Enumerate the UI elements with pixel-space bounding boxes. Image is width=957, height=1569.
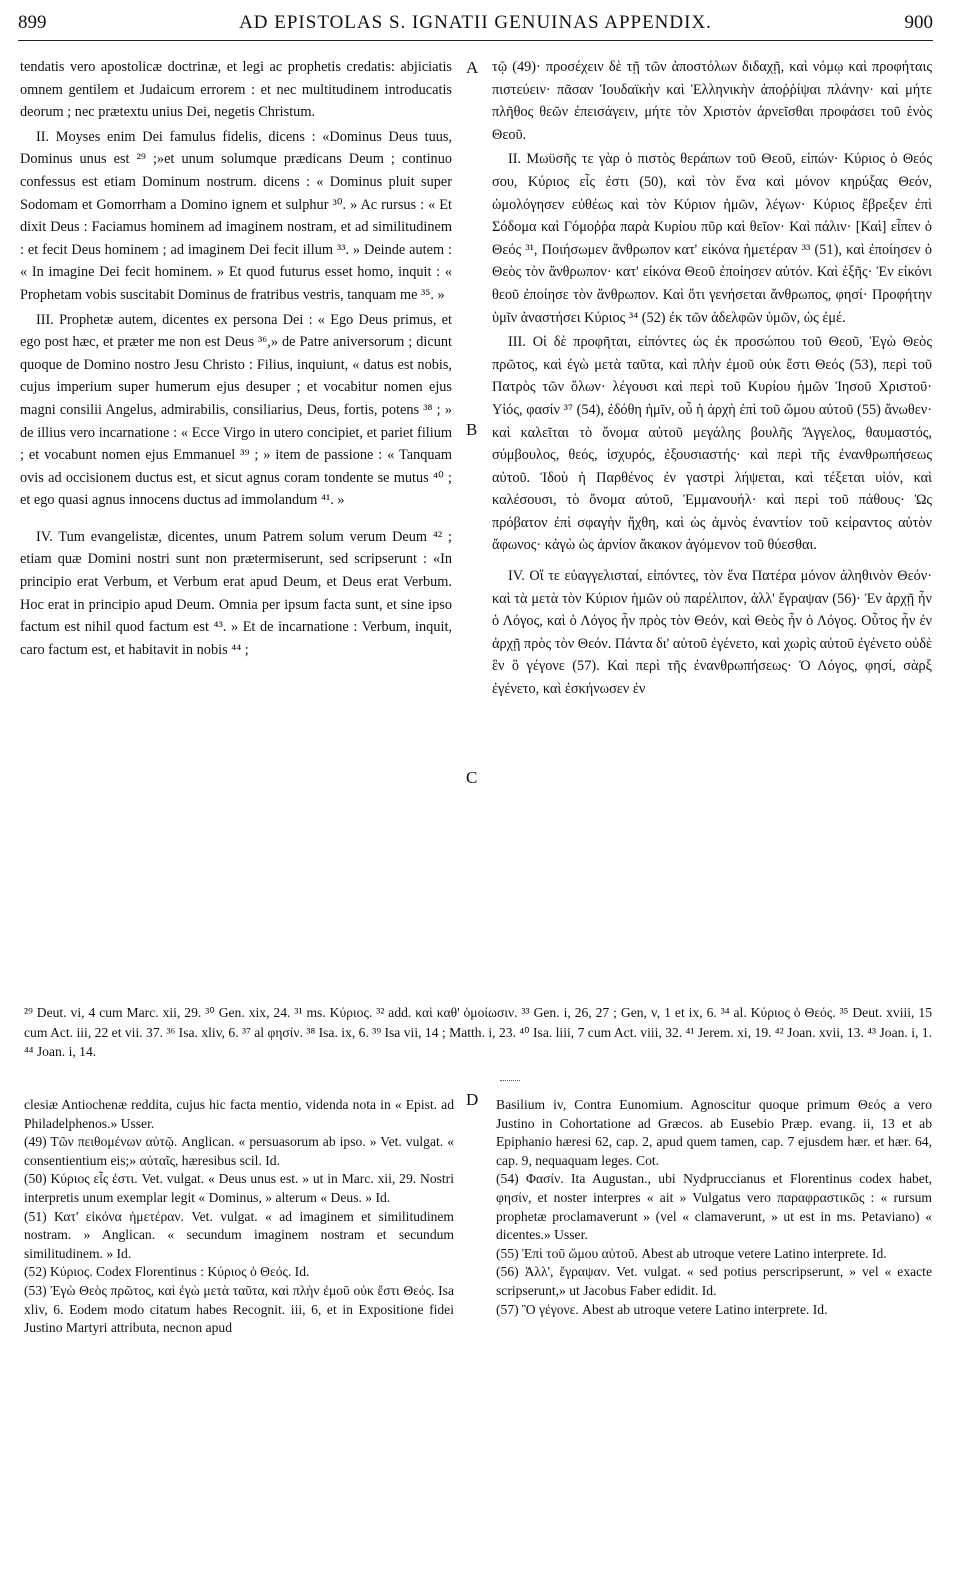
scripture-references: ²⁹ Deut. vi, 4 cum Marc. xii, 29. ³⁰ Gen. xix, 24. ³¹ ms. Κύριος. ³² add. καὶ καθ' ὁμοίωσιν. ³³ Gen. i, 26, 27 ; Gen, v, 1 et ix, 6. ³⁴ al. Κύριος ὁ Θεός. ³⁵ Deut. xviii, 15 cum Act. iii, 22 et vii. 37. ³⁶ Isa. xliv, 6. ³⁷ al φησίν. ³⁸ Isa. ix, 6. ³⁹ Isa vii, 14 ; Matth. i, 23. ⁴⁰ Isa. liii, 7 cum Act. viii, 32. ⁴¹ Jerem. xi, 19. ⁴² Joan. xvii, 13. ⁴³ Joan. i, 1. ⁴⁴ Joan. i, 14. [24,1005,932,1059]
greek-paragraph: II. Μωϋσῆς τε γὰρ ὁ πιστὸς θεράπων τοῦ Θεοῦ, εἰπών· Κύριος ὁ Θεός σου, Κύριος εἷς ἐστι (50), καὶ τὸν ἕνα καὶ μόνον κηρύξας Θεόν, ὡμολόγησεν εὐθέως καὶ τὸν Κύριον ἡμῶν, λέγων· Κύριος ἔβρεξεν ἐπὶ Σόδομα καὶ Γόμοῤῥα παρὰ Κυρίου πῦρ καὶ θεῖον· Καὶ πάλιν· [Καὶ] εἶπεν ὁ Θεός ³¹, Ποιήσωμεν ἄνθρωπον κατ' εἰκόνα ἡμετέραν ³³ (51), καὶ ἐποίησεν ὁ Θεὸς τὸν ἄνθρωπον· κατ' εἰκόνα Θεοῦ ἐποίησεν αὐτόν. Καὶ ἑξῆς· Ἐν εἰκόνι θεοῦ ἐποίησε τὸν ἄνθρωπον. Καὶ ὅτι γενήσεται ἄνθρωπος, φησί· Προφήτην ὑμῖν ἀναστήσει Κύριος ³⁴ (52) ἐκ τῶν ἀδελφῶν ὑμῶν, ὡς ἐμέ. [492,151,932,326]
notes-separator [500,1080,520,1081]
footnote: (55) Ἐπὶ τοῦ ὤμου αὐτοῦ. Abest ab utroque vetere Latino interprete. Id. [496,1245,887,1261]
footnote: (53) Ἐγὼ Θεὸς πρῶτος, καὶ ἐγὼ μετὰ ταῦτα, καὶ πλὴν ἐμοῦ οὐκ ἔστι Θεός. Isa xliv, 6. Eodem modo citatum habes Recognit. iii, 6, et in Expositione fidei Justino Martyri attributa, necnon apud [24,1282,454,1336]
footnote: (51) Κατ' εἰκόνα ἡμετέραν. Vet. vulgat. « ad imaginem et similitudinem nostram. » Anglican. « secundum imaginem nostram et secundum similitudinem. » Id. [24,1208,454,1261]
running-title: AD EPISTOLAS S. IGNATII GENUINAS APPENDIX. [239,12,712,33]
footnote: (57) Ὃ γέγονε. Abest ab utroque vetere Latino interprete. Id. [496,1301,828,1317]
footnote: (54) Φασίν. Ita Augustan., ubi Nydpruccianus et Florentinus codex habet, φησίν, et noster interpres « ait » Vulgatus vero παραφραστικῶς : « rursum prophetæ proclamaverunt » (vel « clamaverunt, » ut est in ms. Petaviano) « dicentes.» Usser. [496,1171,932,1243]
footnote: (56) Ἀλλ', ἔγραψαν. Vet. vulgat. « sed potius perscripserunt, » vel « exacte scripserunt,» ut Jacobus Faber edidit. Id. [496,1264,932,1298]
footnote: (52) Κύριος. Codex Florentinus : Κύριος ὁ Θεός. Id. [24,1264,310,1280]
running-header [18,12,933,38]
greek-column [492,56,932,996]
margin-marker-a: A [466,58,479,77]
footnote: (49) Τῶν πειθομένων αὐτῷ. Anglican. « persuasorum ab ipso. » Vet. vulgat. « consentientium eis;» αὐταῖς, hæresibus scil. Id. [24,1134,454,1168]
greek-paragraph: τῷ (49)· προσέχειν δὲ τῇ τῶν ἀποστόλων διδαχῇ, καὶ νόμῳ καὶ προφήταις πιστεύειν· πᾶσαν Ἰουδαϊκὴν καὶ Ἑλληνικὴν ἀποῤῥίψαι πλάνην· καὶ μήτε πλῆθος θεῶν ἐπεισάγειν, μήτε τὸν Χριστὸν ἀρνεῖσθαι προφάσει τοῦ ἑνὸς Θεοῦ. [492,59,932,143]
margin-marker-b: B [466,420,478,439]
page-number-left: 899 [18,12,47,33]
header-rule [18,40,933,41]
latin-paragraph: tendatis vero apostolicæ doctrinæ, et legi ac prophetis credatis: abjiciatis omnem gentilem et Judaicum errorem : et nec multitudinem introducatis deorum ; nec prætextu unius Dei, negetis Christum. [20,59,452,121]
margin-marker-c: C [466,768,478,787]
notes-right-column [496,1096,932,1556]
latin-column [20,56,452,996]
greek-paragraph: III. Οἱ δὲ προφῆται, εἰπόντες ὡς ἐκ προσώπου τοῦ Θεοῦ, Ἐγὼ Θεὸς πρῶτος, καὶ ἐγὼ μετὰ ταῦτα, καὶ πλὴν ἐμοῦ οὐκ ἔστι Θεός (53), περὶ τοῦ Πατρὸς τῶν ὅλων· λέγουσι καὶ περὶ τοῦ Κυρίου ἡμῶν Ἰησοῦ Χριστοῦ· Υἱός, φασίν ³⁷ (54), ἐδόθη ἡμῖν, οὗ ἡ ἀρχὴ ἐπὶ τοῦ ὤμου αὐτοῦ (55) ἄνωθεν· καὶ καλεῖται τὸ ὄνομα αὐτοῦ μεγάλης βουλῆς Ἄγγελος, θαυμαστός, σύμβουλος, θεός, ἰσχυρός, ἐξουσιαστής· καὶ περὶ τῆς ἐνανθρωπήσεως αὐτοῦ. Ἰδοὺ ἡ Παρθένος ἐν γαστρὶ λήψεται, καὶ τέξεται υἱόν, καὶ καλέσουσι, τὸ ὄνομα αὐτοῦ, Ἐμμανουήλ· καὶ περὶ τοῦ πάθους· Ὡς πρόβατον ἐπὶ σφαγὴν ἤχθη, καὶ ὡς ἀμνὸς ἐναντίον τοῦ κείραντος αὐτὸν ἄφωνος· κἀγὼ ὡς ἀρνίον ἄκακον ἀγόμενον τοῦ θύεσθαι. [492,334,932,554]
footnote: Basilium iv, Contra Eunomium. Agnoscitur quoque primum Θεός a vero Justino in Cohortatione ad Græcos. ab Eusebio Præp. evang. ii, 13 et ab Epiphanio hæresi 62, cap. 2, apud quem tamen, cap. 7 ejusdem hær. et hær. 64, cap. 9, nequaquam leges. Cot. [496,1097,932,1168]
latin-paragraph: IV. Tum evangelistæ, dicentes, unum Patrem solum verum Deum ⁴² ; etiam quæ Domini nostri sunt non prætermiserunt, sed scripserunt : «In principio erat Verbum, et Verbum erat apud Deum, et Deus erat Verbum. Hoc erat in principio apud Deum. Omnia per ipsum facta sunt, et sine ipso factum est nihil quod factum est ⁴³. » Et de incarnatione : Verbum, inquit, caro factum est, et habitavit in nobis ⁴⁴ ; [20,528,452,658]
footnote: (50) Κύριος εἷς ἐστι. Vet. vulgat. « Deus unus est. » ut in Marc. xii, 29. Nostri interpretis unum exemplar legit « Dominus, » alterum « Deus. » Id. [24,1171,454,1205]
page-number-right: 900 [904,12,933,33]
latin-paragraph: III. Prophetæ autem, dicentes ex persona Dei : « Ego Deus primus, et ego post hæc, et præter me non est Deus ³⁶,» de Patre aniversorum ; dicunt quoque de Domino nostro Jesu Christo : Filius, inquiunt, « datus est nobis, cujus imperium super humerum ejus desuper ; et vocabitur nomen ejus magni consilii Angelus, admirabilis, consiliarius, Deus, fortis, potens ³⁸ ; » de illius vero incarnatione : « Ecce Virgo in utero concipiet, et pariet filium ; et vocabunt nomen ejus Emmanuel ³⁹ ; » item de passione : « Tanquam ovis ad occisionem ductus est, et sicut agnus coram tondente se mutus ⁴⁰ ; et ego quasi agnus innocens ductus ad immolandum ⁴¹. » [20,311,452,509]
greek-paragraph: IV. Οἵ τε εὐαγγελισταί, εἰπόντες, τὸν ἕνα Πατέρα μόνον ἀληθινὸν Θεόν· καὶ τὰ μετὰ τὸν Κύριον ἡμῶν οὐ παρέλιπον, ἀλλ' ἔγραψαν (56)· Ἐν ἀρχῇ ἦν ὁ Λόγος, καὶ ὁ Λόγος ἦν πρὸς τὸν Θεόν, καὶ Θεὸς ἦν ὁ Λόγος. Οὗτος ἦν ἐν ἀρχῇ πρὸς τὸν Θεόν. Πάντα δι' αὐτοῦ ἐγένετο, καὶ χωρὶς αὐτοῦ ἐγένετο οὐδὲ ἓν ὃ γέγονε (57). Καὶ περὶ τῆς ἐνανθρωπήσεως· Ὁ Λόγος, φησί, σὰρξ ἐγένετο, καὶ ἐσκήνωσεν ἐν [492,568,932,698]
footnote: clesiæ Antiochenæ reddita, cujus hic facta mentio, videnda nota in « Epist. ad Philadelphenos.» Usser. [24,1097,454,1131]
margin-marker-d: D [466,1090,479,1109]
latin-paragraph: II. Moyses enim Dei famulus fidelis, dicens : «Dominus Deus tuus, Dominus unus est ²⁹ ;»et unum solumque prædicans Deum ; continuo confessus est etiam Dominum nostrum. dicens : « Dominus pluit super Sodomam et Gomorrham a Domino ignem et sulphur ³⁰. » Ac rursus : « Et dixit Deus : Faciamus hominem ad imaginem nostram, et ad similitudinem : et fecit Deus hominem ; ad imaginem Dei fecit illum ³³. » Deinde autem : « In imagine Dei fecit hominem. » Et quod futurus esset homo, inquit : « Prophetam vobis suscitabit Dominus de fratribus vestris, tanquam me ³⁵. » [20,128,452,303]
notes-left-column [24,1096,454,1556]
